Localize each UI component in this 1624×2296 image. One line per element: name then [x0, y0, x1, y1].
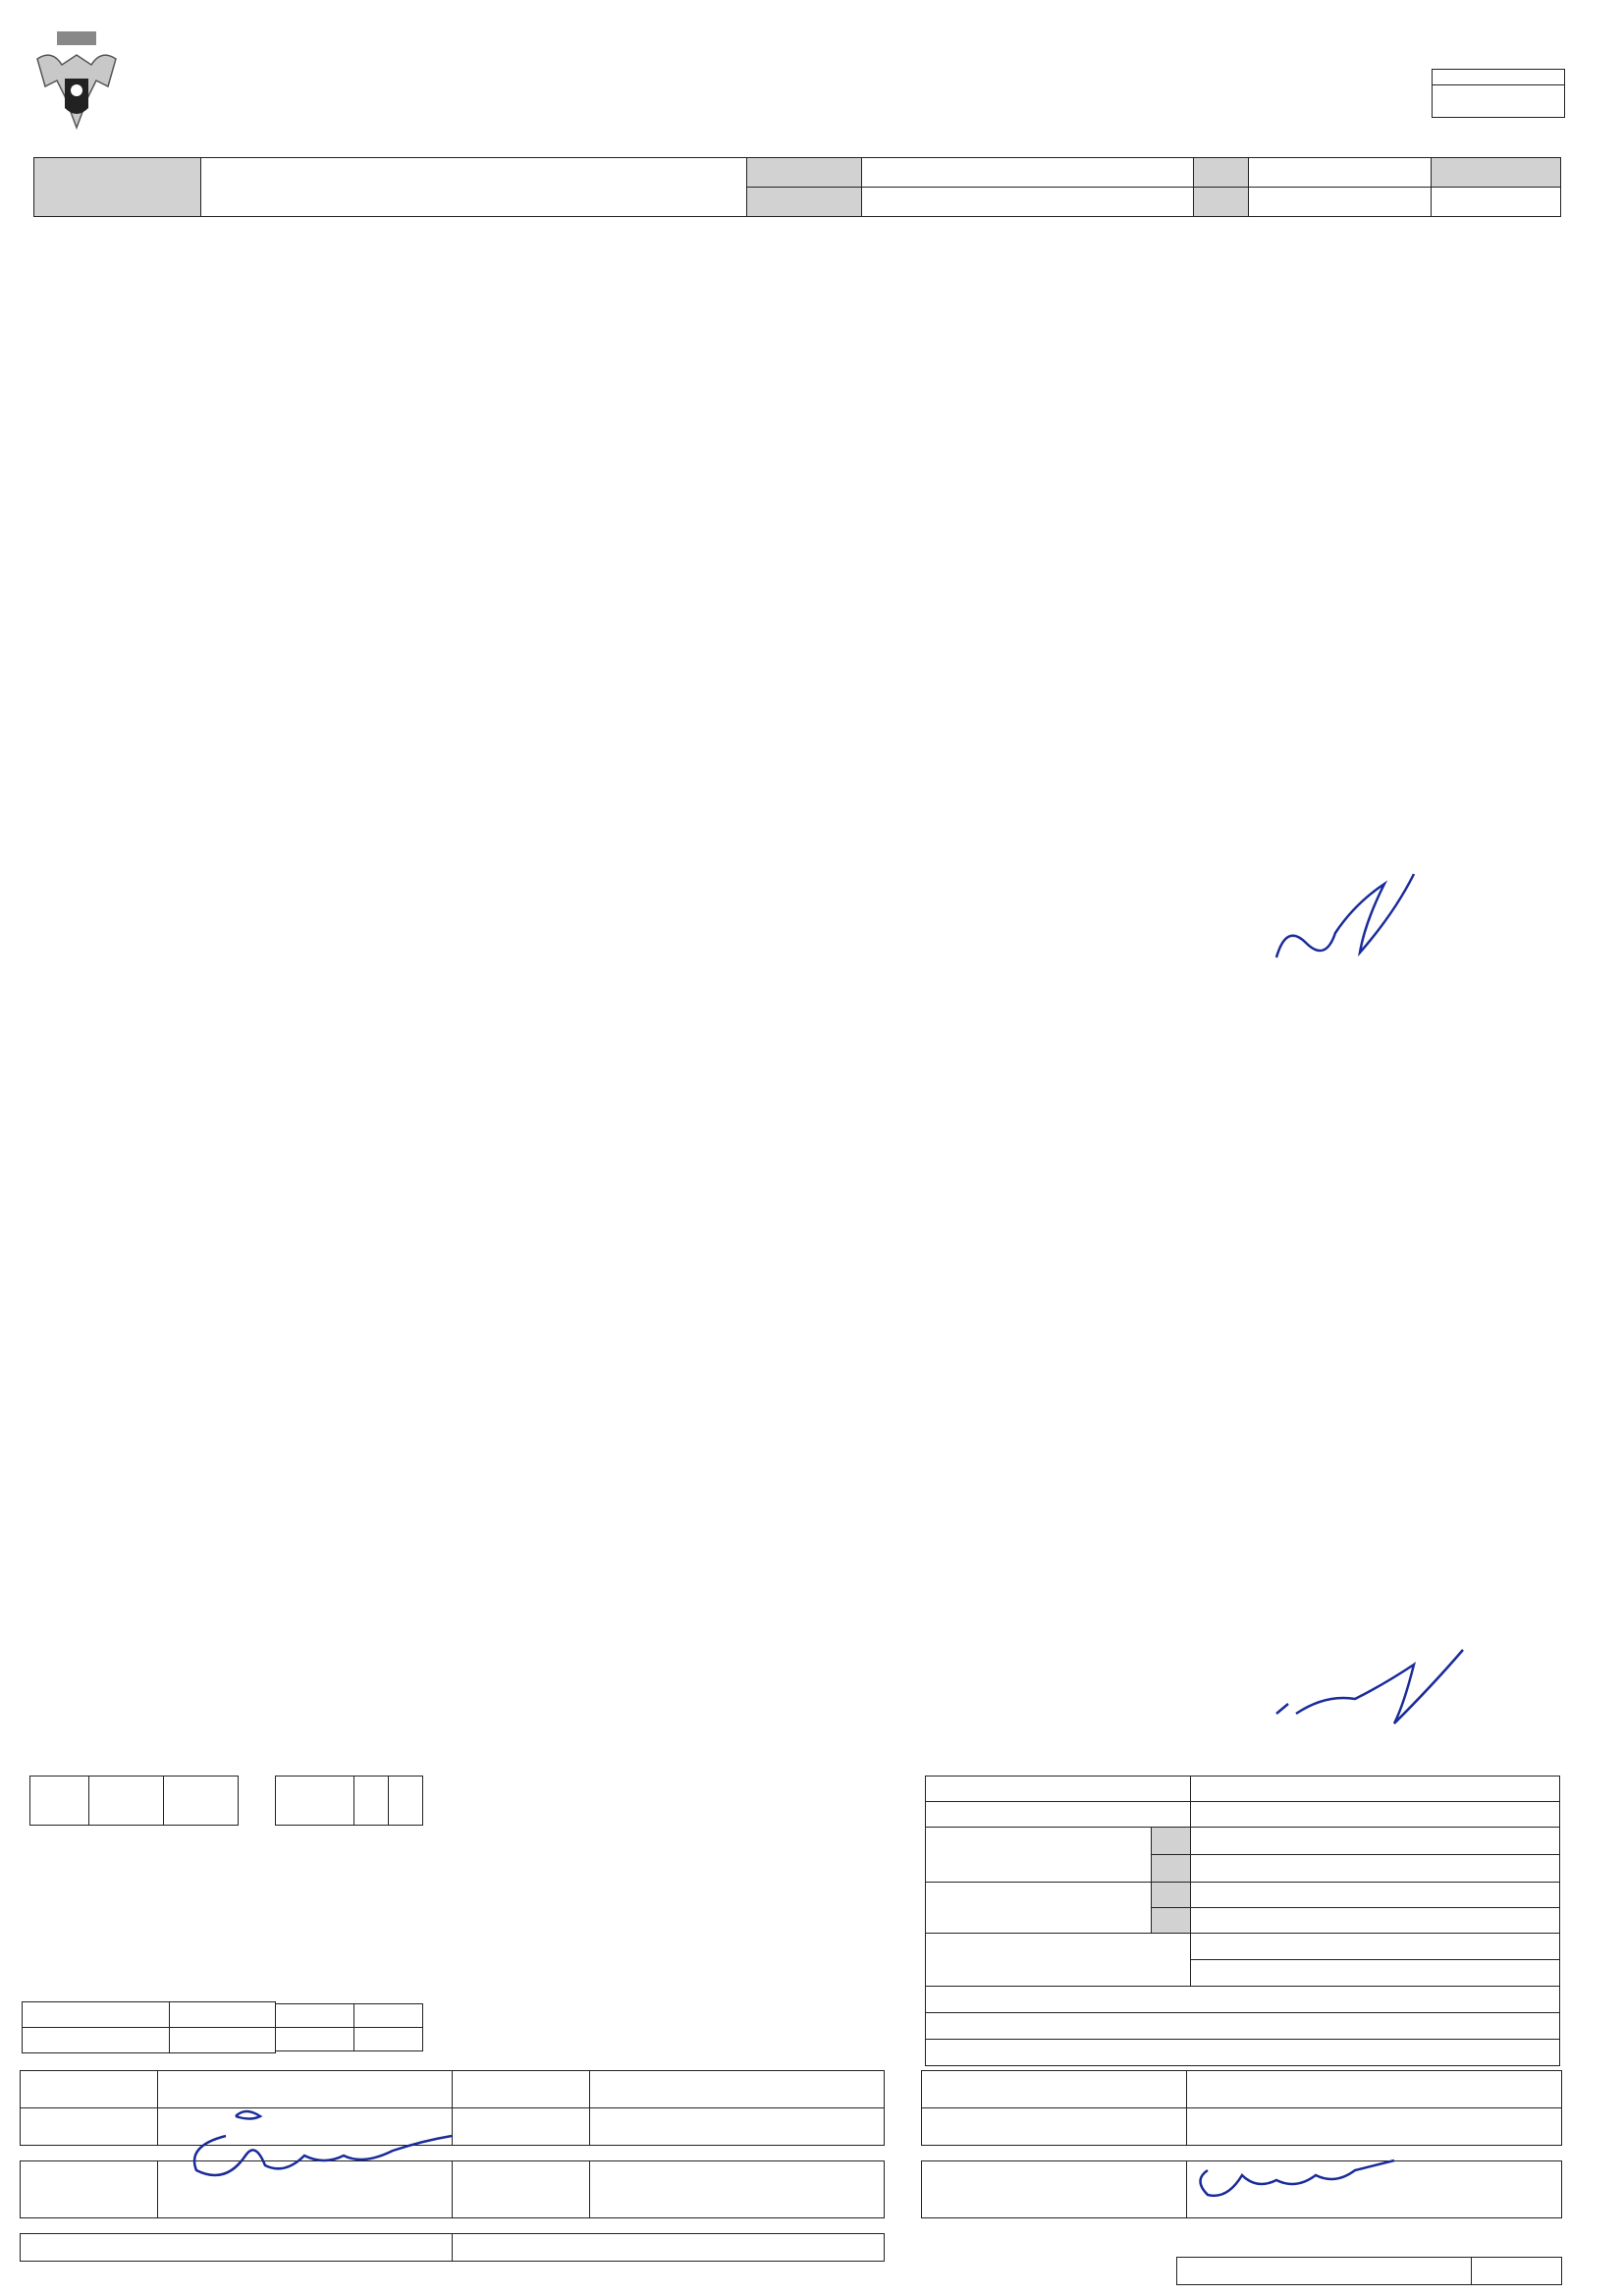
time-value — [1249, 188, 1432, 217]
officials-table — [20, 2070, 885, 2262]
gk-col-a — [354, 1777, 389, 1826]
arena-value — [862, 188, 1194, 217]
informer-value — [1191, 1802, 1560, 1828]
spectators-value — [1432, 188, 1561, 217]
date-value — [1249, 158, 1432, 188]
gk-col-b — [389, 1777, 423, 1826]
competition-line2 — [201, 188, 747, 217]
main-ref-label-2 — [21, 2108, 158, 2146]
secretary-label — [922, 2108, 1187, 2146]
sign-main-label-2 — [453, 2161, 590, 2218]
penalty-ref-b — [1191, 1855, 1560, 1883]
start-value — [170, 2002, 276, 2028]
line-ref-1 — [590, 2071, 885, 2108]
sign-main-label — [21, 2161, 158, 2218]
remarks-value — [1472, 2258, 1562, 2285]
timekeeper-value — [1191, 1777, 1560, 1802]
time-label — [1194, 188, 1249, 217]
informer-label — [926, 1802, 1191, 1828]
line-ref-2 — [590, 2108, 885, 2146]
timeout-com-a — [276, 2004, 354, 2028]
secretary-value — [1187, 2108, 1562, 2146]
arena-label — [747, 188, 862, 217]
reserve-main-label — [926, 1987, 1560, 2013]
sign-secretary-label — [922, 2161, 1187, 2218]
inspector-table — [921, 2070, 1562, 2218]
competition-label — [34, 158, 201, 217]
signature-team-b — [1267, 1645, 1483, 1743]
spectators-label — [1432, 158, 1561, 188]
federation-emblem-icon — [27, 29, 126, 137]
col-period — [30, 1777, 89, 1826]
competition-line1 — [201, 158, 747, 188]
end-label — [23, 2028, 170, 2053]
goal-judge-2 — [1191, 1960, 1560, 1987]
start-label — [23, 2002, 170, 2028]
penalty-mark-a — [1152, 1828, 1191, 1855]
video-ref-label — [926, 2040, 1560, 2066]
match-number-box — [1432, 69, 1565, 118]
sign-main-area-2 — [590, 2161, 885, 2218]
period-results-table — [29, 1776, 239, 1826]
scorer-mark-a — [1152, 1883, 1191, 1908]
sign-secretary-area — [1187, 2161, 1562, 2218]
penalty-box-label — [926, 1828, 1152, 1883]
inspector-label — [922, 2071, 1187, 2108]
timeout-com-a-value — [354, 2004, 423, 2028]
timeout-com-b — [276, 2028, 354, 2051]
shootout-table — [469, 1776, 893, 1825]
end-value — [170, 2028, 276, 2053]
match-number-label — [1433, 70, 1564, 85]
scorer-b — [1191, 1908, 1560, 1934]
main-ref-label-1 — [21, 2071, 158, 2108]
main-ref-1 — [158, 2071, 453, 2108]
line-ref-label-2 — [453, 2108, 590, 2146]
timekeeper-label — [926, 1777, 1191, 1802]
city-label — [747, 158, 862, 188]
sign-main-area — [158, 2161, 453, 2218]
goal-judges-label — [926, 1934, 1191, 1987]
timeout-table — [275, 2003, 423, 2051]
remarks-table — [1176, 2257, 1562, 2285]
main-ref-2 — [158, 2108, 453, 2146]
signature-team-a — [1267, 864, 1424, 982]
penalty-ref-a — [1191, 1828, 1560, 1855]
scorer-mark-b — [1152, 1908, 1191, 1934]
line-ref-label-1 — [453, 2071, 590, 2108]
penalty-mark-b — [1152, 1855, 1191, 1883]
city-value — [862, 158, 1194, 188]
inspector-value — [1187, 2071, 1562, 2108]
sign-label — [453, 2234, 885, 2262]
match-time-table — [22, 2001, 276, 2053]
gk-col-time — [276, 1777, 354, 1826]
timeout-com-b-value — [354, 2028, 423, 2051]
goal-judge-1 — [1191, 1934, 1560, 1960]
scorer-a — [1191, 1883, 1560, 1908]
date-label — [1194, 158, 1249, 188]
competition-header — [33, 157, 1561, 217]
competition-ref-label — [21, 2234, 453, 2262]
reserve-line-label — [926, 2013, 1560, 2040]
remarks-label — [1177, 2258, 1472, 2285]
gk-time-table — [275, 1776, 423, 1826]
referees-table — [925, 1776, 1560, 2066]
scorer-label — [926, 1883, 1152, 1934]
col-penalty — [164, 1777, 239, 1826]
col-goals — [89, 1777, 164, 1826]
